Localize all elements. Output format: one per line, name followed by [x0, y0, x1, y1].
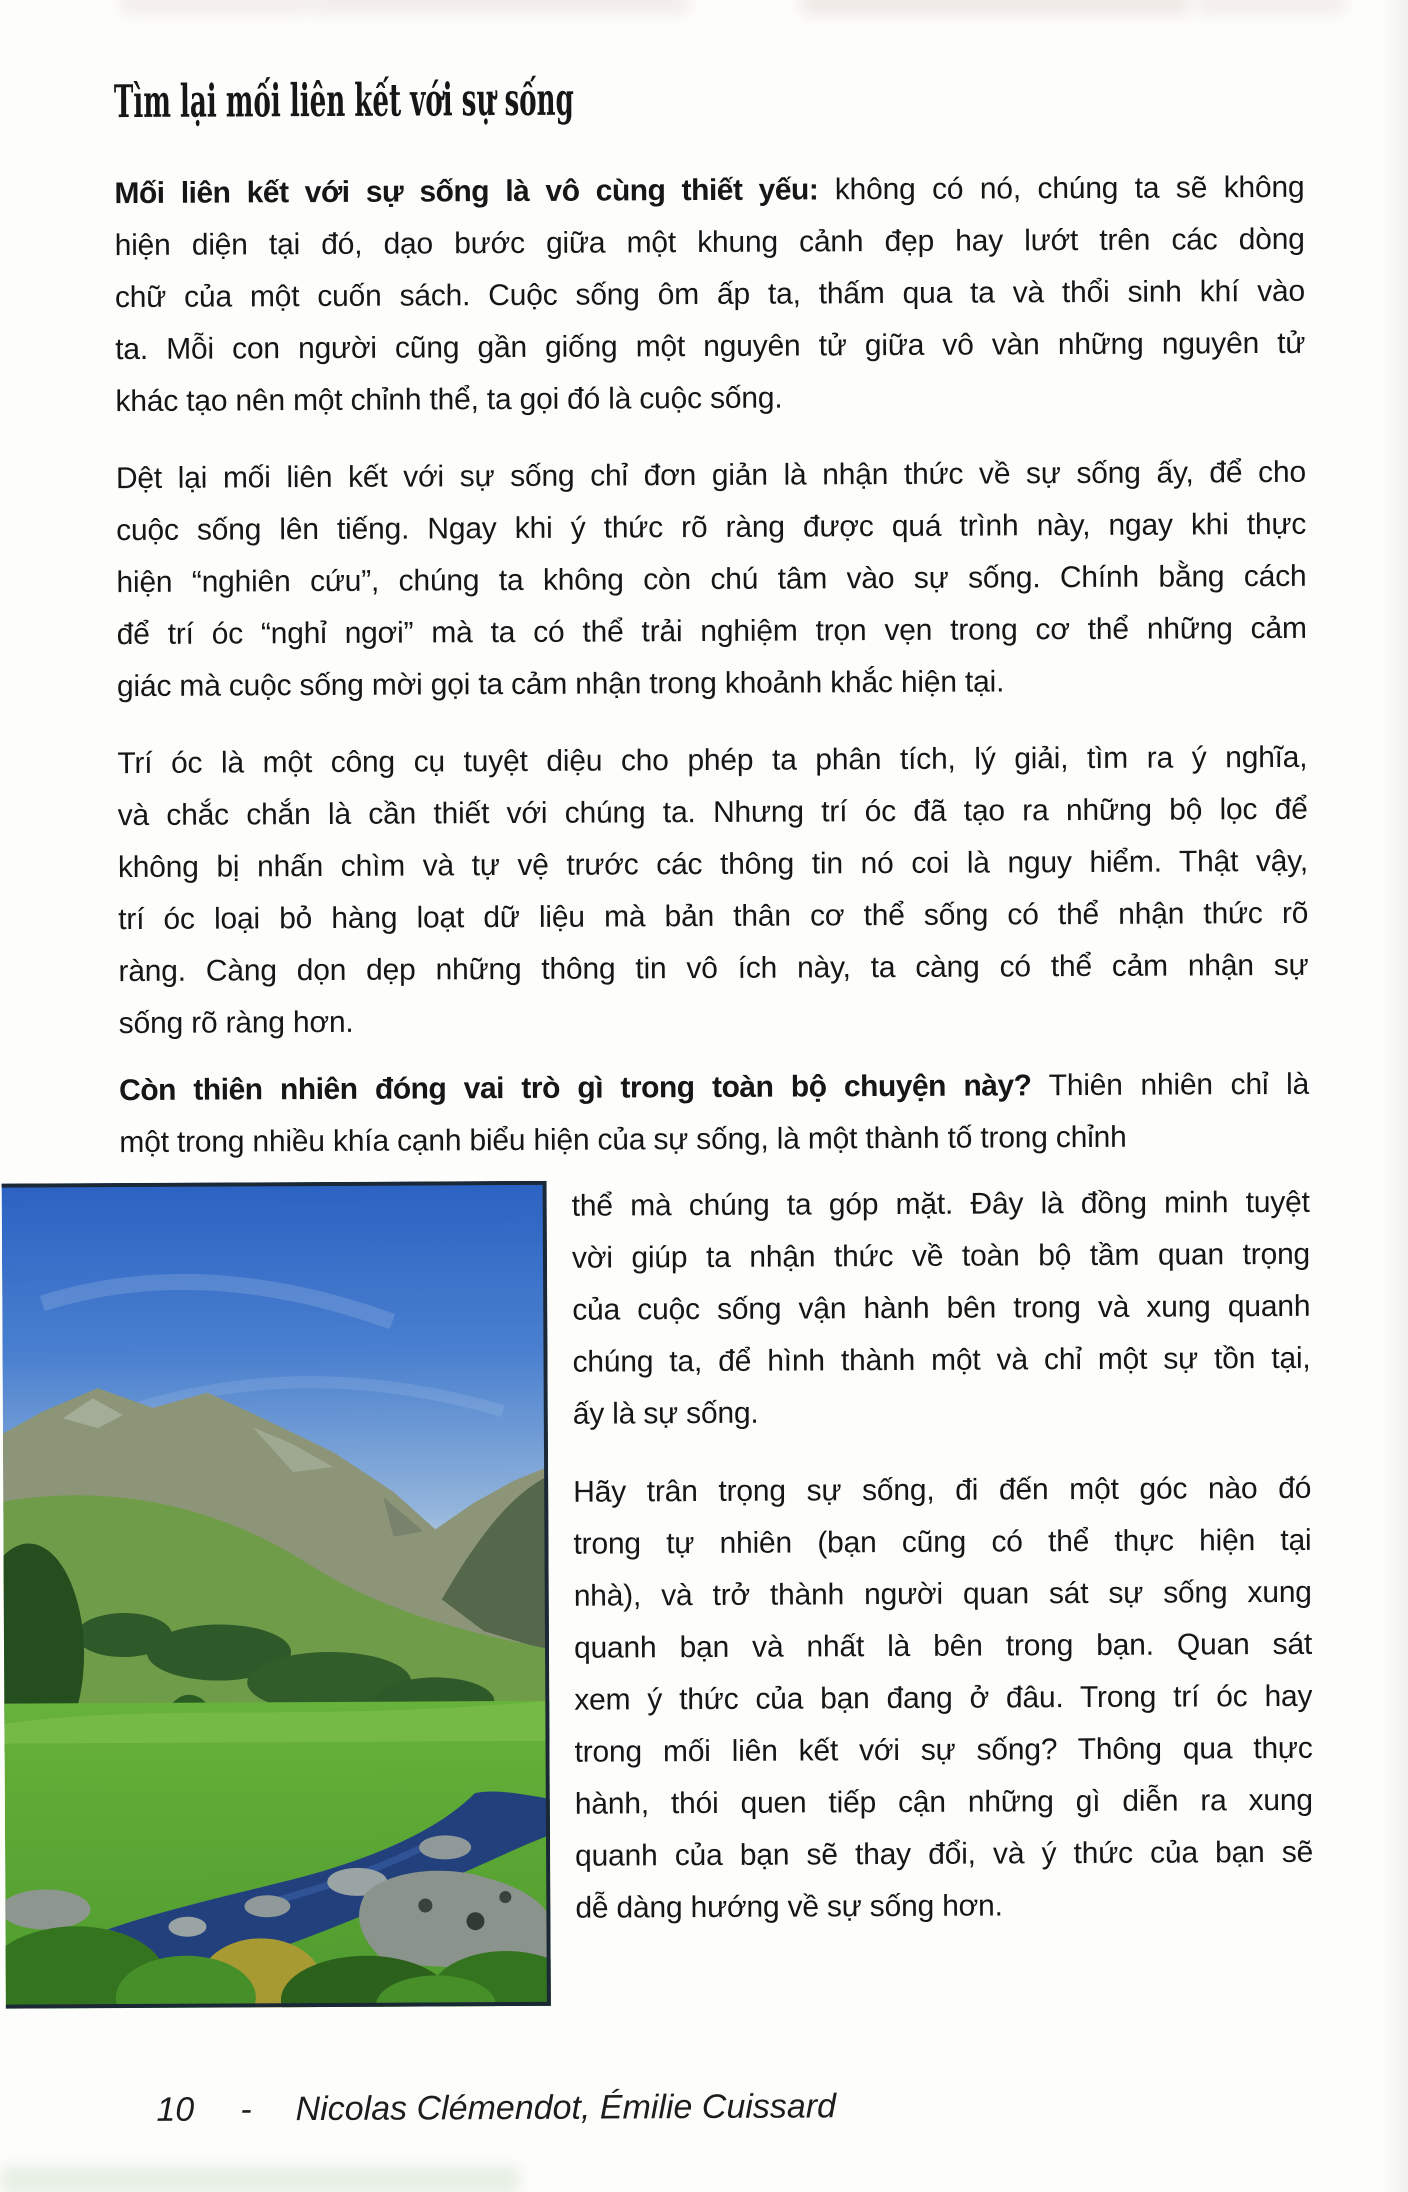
text-segment: dễ dàng hướng về sự sống hơn. [575, 1889, 1003, 1925]
body-line [572, 1281, 1310, 1337]
text-segment: trong mối liên kết với sự sống? Thông qua thực [574, 1731, 1313, 1769]
footer-authors: Nicolas Clémendot, Émilie Cuissard [295, 2087, 837, 2129]
text-segment: sống rõ ràng hơn. [118, 1005, 354, 1041]
text-segment: thể mà chúng ta góp mặt. Đây là đồng minh tuyệt [571, 1185, 1310, 1223]
text-segment: trí óc loại bỏ hàng loạt dữ liệu mà bản thân cơ thể sống có thể nhận thức rõ [118, 896, 1309, 937]
body-line [575, 1775, 1313, 1831]
body-line [574, 1671, 1312, 1727]
body-line [115, 318, 1305, 376]
body-line [572, 1229, 1310, 1285]
body-line [115, 266, 1305, 324]
body-line [116, 499, 1306, 557]
paragraph-3 [117, 732, 1309, 1050]
body-line [574, 1723, 1312, 1779]
text-segment: trong tự nhiên (bạn cũng có thể thực hiện tại [573, 1523, 1312, 1561]
text-segment: một trong nhiều khía cạnh biểu hiện của sự sống, là một thành tố trong chỉnh [119, 1120, 1127, 1160]
text-segment: không có nó, chúng ta sẽ không [818, 170, 1305, 207]
text-segment: vời giúp ta nhận thức về toàn bộ tầm quan trọng [571, 1237, 1311, 1275]
body-line [119, 1111, 1309, 1169]
photo-and-wrapped-text [2, 1177, 1314, 2009]
body-line [573, 1515, 1311, 1571]
text-segment: xem ý thức của bạn đang ở đâu. Trong trí óc hay [574, 1679, 1313, 1717]
bleed-through-smudge [310, 0, 690, 14]
text-segment: để trí óc “nghỉ ngơi” mà ta có thể trải nghiệm trọn vẹn trong cơ thể những cảm [116, 611, 1307, 652]
page-title [114, 69, 1304, 128]
body-line [572, 1333, 1310, 1389]
text-segment: giác mà cuộc sống mời gọi ta cảm nhận trong khoảnh khắc hiện tại. [116, 665, 1005, 704]
bleed-through-smudge [1195, 0, 1345, 14]
mountain-valley-photo [2, 1181, 551, 2009]
body-line [115, 214, 1305, 272]
text-segment: Hãy trân trọng sự sống, đi đến một góc nào đó [573, 1471, 1312, 1509]
bold-text-segment: Mối liên kết với sự sống là vô cùng thiết yếu: [114, 173, 819, 211]
text-segment: quanh của bạn sẽ thay đổi, và ý thức của bạn sẽ [575, 1835, 1314, 1873]
text-segment: quanh bạn và nhất là bên trong bạn. Quan sát [573, 1627, 1313, 1665]
text-segment: không bị nhấn chìm và tự vệ trước các thông tin nó coi là nguy hiểm. Thật vậy, [117, 844, 1309, 885]
text-segment: Dệt lại mối liên kết với sự sống chỉ đơn giản là nhận thức về sự sống ấy, để cho [115, 455, 1306, 496]
body-line [115, 370, 1305, 428]
text-segment: nhà), và trở thành người quan sát sự sống xung [573, 1575, 1312, 1613]
page-title-text: Tìm lại mối liên kết với sự sống [113, 72, 574, 129]
body-line [117, 603, 1307, 661]
body-line [574, 1567, 1312, 1623]
text-segment: ràng. Càng dọn dẹp những thông tin vô ích này, ta càng có thể cảm nhận sự [118, 948, 1309, 989]
bleed-through-smudge [120, 0, 310, 14]
text-segment: chữ của một cuốn sách. Cuộc sống ôm ấp ta, thấm qua ta và thổi sinh khí vào [114, 274, 1306, 315]
paragraph-1 [114, 162, 1305, 428]
text-segment: chúng ta, để hình thành một và chỉ một sự tồn tại, [572, 1341, 1311, 1379]
landscape-photo-graphic [2, 1181, 551, 2009]
text-segment: Thiên nhiên chỉ là [1031, 1067, 1310, 1103]
footer-separator: - [240, 2090, 252, 2129]
body-line [117, 732, 1307, 790]
body-line [118, 784, 1308, 842]
text-segment: hiện “nghiên cứu”, chúng ta không còn chú tâm vào sự sống. Chính bằng cách [116, 559, 1307, 600]
paragraph-4-intro [119, 1059, 1310, 1169]
text-segment: của cuộc sống vận hành bên trong và xung quanh [572, 1289, 1311, 1327]
text-segment: ấy là sự sống. [572, 1396, 759, 1431]
text-segment: hành, thói quen tiếp cận những gì diễn ra xung [574, 1783, 1313, 1821]
body-line [118, 888, 1308, 946]
page-number: 10 [156, 2090, 195, 2129]
wrapped-text-column [572, 1177, 1314, 1935]
body-line [573, 1385, 1311, 1441]
body-line [119, 992, 1309, 1050]
body-line [118, 836, 1308, 894]
text-segment: hiện diện tại đó, dạo bước giữa một khung cảnh đẹp hay lướt trên các dòng [114, 222, 1305, 263]
text-segment: khác tạo nên một chỉnh thể, ta gọi đó là cuộc sống. [115, 381, 783, 419]
bleed-through-smudge [0, 2166, 520, 2192]
body-line [119, 1059, 1309, 1117]
text-segment: và chắc chắn là cần thiết với chúng ta. Nhưng trí óc đã tạo ra những bộ lọc để [117, 792, 1308, 833]
page-curve-shadow [1382, 0, 1408, 2192]
main-text-column [113, 67, 1314, 1925]
body-line [116, 551, 1306, 609]
page-footer [156, 2087, 836, 2130]
body-line [117, 655, 1307, 713]
text-segment: Trí óc là một công cụ tuyệt diệu cho phép ta phân tích, lý giải, tìm ra ý nghĩa, [117, 740, 1308, 781]
body-line [575, 1879, 1313, 1935]
body-line [572, 1177, 1310, 1233]
bold-text-segment: Còn thiên nhiên đóng vai trò gì trong toàn bộ chuyện này? [119, 1069, 1032, 1108]
body-line [574, 1619, 1312, 1675]
paragraph-4-wrapped [572, 1177, 1311, 1441]
text-segment: cuộc sống lên tiếng. Ngay khi ý thức rõ ràng được quá trình này, ngay khi thực [116, 507, 1307, 548]
text-segment: ta. Mỗi con người cũng gần giống một nguyên tử giữa vô vàn những nguyên tử [115, 326, 1306, 367]
bleed-through-smudge [800, 0, 1190, 16]
paragraph-5 [573, 1463, 1313, 1935]
body-line [575, 1827, 1313, 1883]
body-line [118, 940, 1308, 998]
body-line [116, 447, 1306, 505]
body-line [114, 162, 1304, 220]
paragraph-gap [573, 1437, 1311, 1467]
body-line [573, 1463, 1311, 1519]
paragraph-2 [116, 447, 1307, 713]
